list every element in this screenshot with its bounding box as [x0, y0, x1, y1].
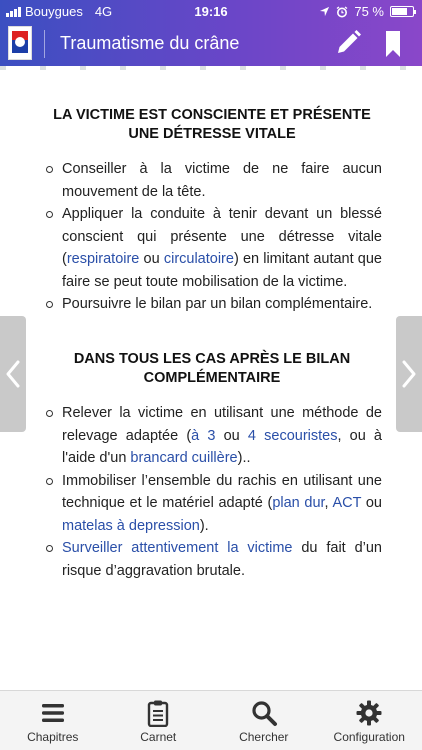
content-link[interactable]: plan dur [272, 495, 325, 511]
tab-carnet[interactable] [106, 691, 212, 750]
body-text: , [324, 495, 333, 511]
edit-icon[interactable] [333, 28, 363, 58]
alarm-icon [336, 6, 348, 18]
list-item [42, 293, 382, 316]
app-logo[interactable] [8, 26, 32, 60]
content-link[interactable]: Surveiller attentivement la victime [62, 540, 293, 556]
body-text: ou [139, 251, 164, 267]
body-text: ou [215, 427, 248, 444]
tab-bar [0, 690, 422, 750]
list-item [42, 537, 382, 582]
content-link[interactable]: respiratoire [66, 251, 140, 267]
menu-icon [39, 699, 67, 727]
battery-percent: 75 % [354, 4, 384, 19]
section-conscious-vital-distress [42, 106, 382, 316]
tab-label: Chapitres [27, 730, 79, 744]
tab-label: Chercher [239, 730, 289, 744]
tab-chapitres[interactable] [0, 691, 106, 750]
content-link[interactable]: matelas à depression [62, 517, 200, 534]
article-content [0, 66, 422, 690]
body-text: Poursuivre le bilan par un bilan complémentaire. [62, 296, 373, 312]
battery-icon [390, 6, 414, 17]
body-text: ).. [237, 450, 251, 466]
content-link[interactable]: à 3 [191, 427, 216, 444]
body-text: ). [199, 517, 209, 534]
content-link[interactable]: ACT [332, 495, 362, 511]
app-bar [0, 22, 422, 66]
bullet-list [42, 158, 382, 316]
body-text: ) en limitant autant que faire se peut toute mobilisation de la victime. [62, 251, 383, 290]
list-item [42, 402, 382, 470]
body-text: ou [361, 495, 382, 511]
content-link[interactable]: brancard cuillère [130, 450, 238, 466]
body-text: Immobiliser l’ensemble du rachis en utilisant une technique et le matériel adapté ( [62, 472, 382, 511]
body-text: Conseiller à la victime de ne faire aucun mouvement de la tête. [62, 161, 382, 200]
app-header [0, 0, 422, 66]
previous-content-edge [0, 66, 422, 70]
gear-icon [355, 699, 383, 727]
page-title: Traumatisme du crâne [60, 33, 240, 53]
tab-label: Carnet [140, 730, 177, 744]
content-link[interactable]: circulatoire [163, 251, 234, 267]
tab-label: Configuration [333, 730, 405, 744]
body-text: , ou à l'aide d'un [62, 427, 382, 466]
status-time: 19:16 [194, 4, 228, 19]
next-page-button[interactable] [396, 316, 422, 432]
chevron-left-icon [5, 359, 21, 389]
content-link[interactable]: 4 secouristes [247, 427, 338, 444]
section-all-cases [42, 350, 382, 582]
status-bar [0, 0, 422, 22]
previous-page-button[interactable] [0, 316, 26, 432]
body-text: du fait d’un risque d’aggravation brutale. [62, 540, 382, 579]
bullet-list [42, 402, 382, 582]
location-arrow-icon [319, 6, 330, 17]
section-heading: DANS TOUS LES CAS APRÈS LE BILAN COMPLÉMENTAIRE [73, 351, 351, 386]
body-text: Appliquer la conduite à tenir devant un blessé conscient qui présente une détresse vitale ( [62, 206, 382, 267]
list-item [42, 203, 382, 293]
clipboard-icon [144, 699, 172, 727]
body-text: Relever la victime en utilisant une méthode de relevage adaptée ( [62, 405, 382, 444]
tab-chercher[interactable] [211, 691, 317, 750]
bookmark-icon[interactable] [385, 31, 401, 57]
header-divider [44, 30, 45, 58]
status-right [319, 4, 414, 19]
carrier-name: Bouygues [25, 4, 83, 19]
section-heading: LA VICTIME EST CONSCIENTE ET PRÉSENTE UNE DÉTRESSE VITALE [53, 107, 371, 142]
tab-configuration[interactable] [317, 691, 422, 750]
search-icon [250, 699, 278, 727]
list-item [42, 470, 382, 538]
network-type: 4G [94, 4, 113, 19]
chevron-right-icon [401, 359, 417, 389]
list-item [42, 158, 382, 203]
